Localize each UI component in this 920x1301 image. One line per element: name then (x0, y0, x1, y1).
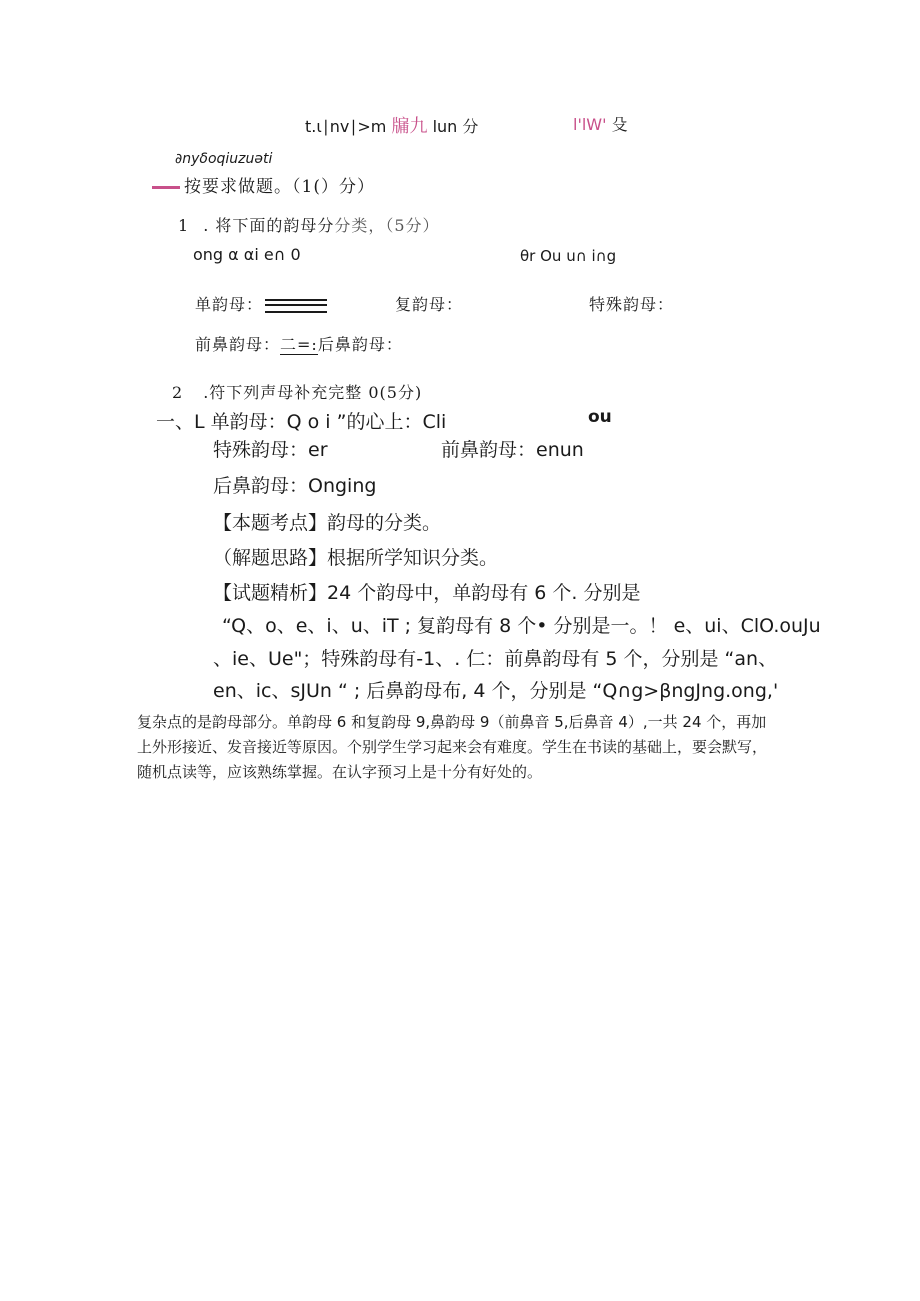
answer-line-3: 后鼻韵母：Onging (213, 475, 377, 497)
pink-dash-mark (152, 186, 180, 189)
single-final-label: 单韵母： (195, 295, 264, 314)
q1-options-right: θr Ou u∩ i∩g (520, 247, 617, 265)
answer-analysis-1: 【试题精析】24 个韵母中，单韵母有 6 个. 分别是 (213, 582, 641, 604)
header-far-right-latin: l'lW' (573, 115, 607, 134)
header-left: t.ι∣nv∣>m (305, 117, 387, 136)
compound-final-label: 复韵母： (395, 295, 464, 314)
q1-number: 1 (178, 216, 190, 235)
fill-lines (265, 299, 327, 313)
answer-point: 【本题考点】韵母的分类。 (213, 512, 442, 534)
pinyin-line: ∂nyδoqiuzuǝti (175, 151, 273, 167)
answer-line-1 (156, 407, 446, 434)
answer-analysis-4: en、ic、sJUn “ ; 后鼻韵母布, 4 个，分别是 “Q∩g>βngJng.ong,' (213, 680, 779, 702)
header-far-right (573, 112, 628, 135)
q1-options-left: ong α αi e∩ 0 (193, 245, 301, 264)
section-one-title (152, 172, 375, 197)
q1-gray-text: 分类，（5分） (334, 216, 440, 235)
q2-text: .符下列声母补充完整 0(5分) (203, 383, 423, 402)
back-nasal-label: 后鼻韵母： (317, 335, 403, 354)
answer-prefix: 一、 (156, 411, 195, 433)
nasal-final-row (195, 332, 403, 355)
header-far-right-cjk: 殳 (611, 115, 628, 134)
special-final-label: 特殊韵母： (589, 295, 675, 314)
answer-line-2-right: 前鼻韵母：enun (441, 439, 584, 461)
answer-idea: （解题思路】根据所学知识分类。 (213, 547, 499, 569)
answer-line-1-main: L 单韵母：Q o i ”的心上：Cli (194, 411, 447, 433)
q1-title (178, 213, 440, 236)
section-one-text: 按要求做题。（1(）分） (184, 177, 375, 197)
answer-analysis-2: “Q、o、e、i、u、iT ; 复韵母有 8 个• 分别是一。！ e、ui、ClO.ouJu (222, 615, 821, 637)
front-nasal-fill: 二=: (280, 335, 318, 354)
header-right: lun 分 (432, 117, 479, 136)
front-nasal-label: 前鼻韵母： (195, 335, 281, 354)
q2-number: 2 (172, 383, 184, 402)
header-line (305, 112, 478, 138)
q1-text: . 将下面的韵母分 (203, 216, 335, 235)
header-pink: 牖九 (391, 116, 428, 137)
q2-title (172, 380, 422, 403)
answer-line-1-right: ou (588, 407, 612, 427)
answer-analysis-3: 、ie、Ue"；特殊韵母有-1、. 仁：前鼻韵母有 5 个，分别是 “an、 (213, 648, 778, 670)
answer-line-2-left: 特殊韵母：er (213, 439, 328, 461)
summary-paragraph: 复杂点的是韵母部分。单韵母 6 和复韵母 9,鼻韵母 9（前鼻音 5,后鼻音 4）,一共 24 个，再加上外形接近、发音接近等原因。个别学生学习起来会有难度。学生在书读的基础上，要会默写，随机点读等，应该熟练掌握。在认字预习上是十分有好处的。 (137, 713, 768, 781)
single-final-row (195, 292, 327, 315)
